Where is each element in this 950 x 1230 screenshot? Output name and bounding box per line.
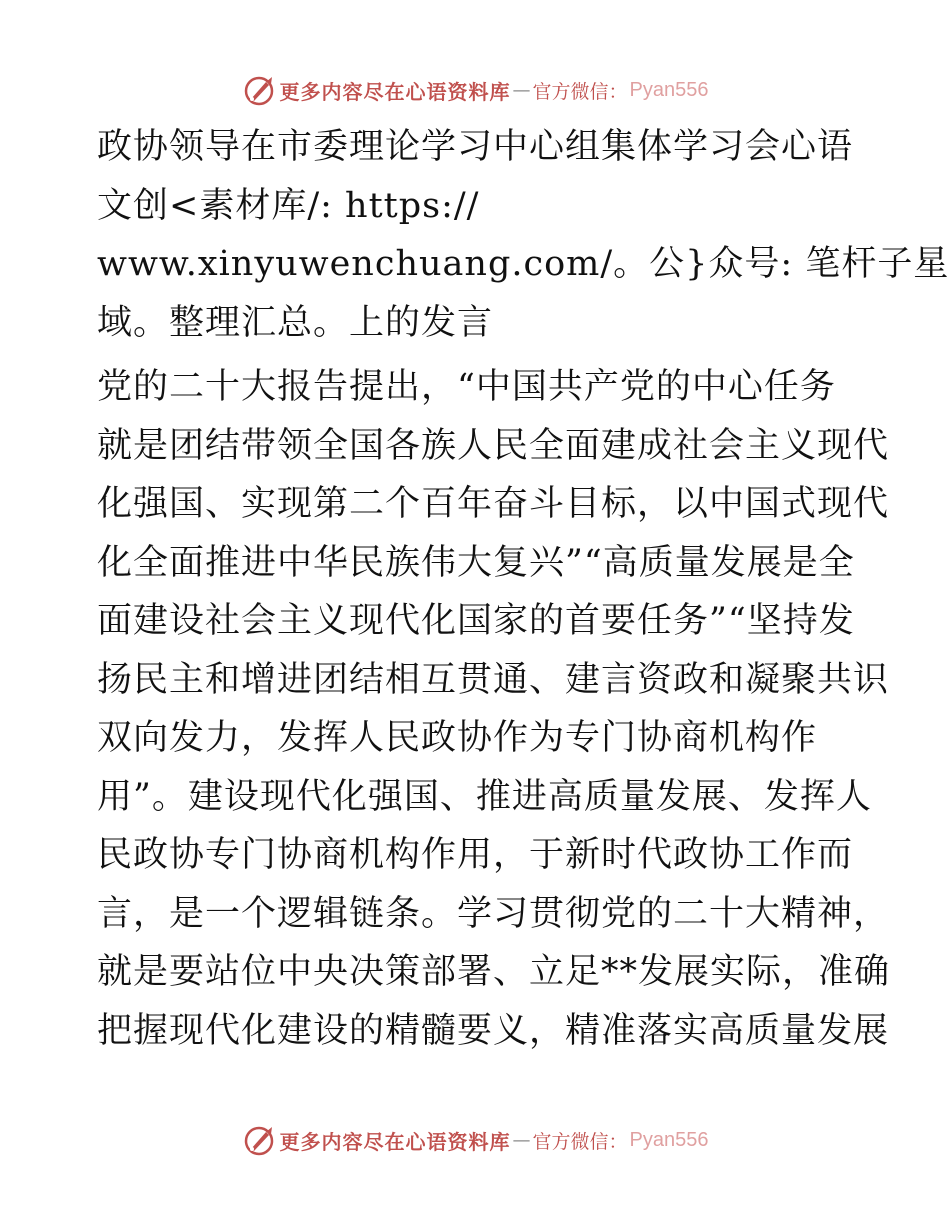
body-line: 民政协专门协商机构作用，于新时代政协工作而	[97, 835, 854, 875]
title-line: 政协领导在市委理论学习中心组集体学习会心语	[97, 127, 854, 167]
header-wechat-id: Pyan556	[629, 78, 709, 101]
body-line: 化全面推进中华民族伟大复兴”“高质量发展是全	[97, 542, 855, 583]
document-title	[97, 118, 950, 352]
feather-pen-logo-icon	[242, 1123, 276, 1157]
title-line: 文创<素材库/: https://	[97, 185, 480, 226]
body-line: 就是团结带领全国各族人民全面建成社会主义现代	[97, 425, 890, 466]
footer-banner-dash: —	[512, 1129, 531, 1151]
body-line: 党的二十大报告提出，“中国共产党的中心任务	[97, 367, 836, 407]
header-banner-dash: —	[512, 79, 531, 101]
footer-banner-text: 更多内容尽在心语资料库	[279, 1129, 511, 1154]
body-line: 双向发力，发挥人民政协作为专门协商机构作	[97, 718, 818, 758]
body-line: 言，是一个逻辑链条。学习贯彻党的二十大精神，	[97, 893, 890, 934]
body-line: 化强国、实现第二个百年奋斗目标，以中国式现代	[97, 484, 890, 524]
header-banner	[0, 72, 950, 108]
header-banner-text: 更多内容尽在心语资料库	[279, 79, 511, 104]
footer-wechat-id: Pyan556	[629, 1128, 709, 1151]
document-content	[97, 118, 950, 1060]
header-wechat-label: 官方微信：	[532, 80, 628, 103]
body-line: 面建设社会主义现代化国家的首要任务”“坚持发	[97, 601, 855, 641]
body-line: 把握现代化建设的精髓要义，精准落实高质量发展	[97, 1010, 890, 1051]
document-body	[97, 358, 891, 1060]
title-line: www.xinyuwenchuang.com/。公}众号: 笔杆子星	[97, 244, 950, 284]
body-line: 用”。建设现代化强国、推进高质量发展、发挥人	[97, 776, 872, 817]
body-line: 扬民主和增进团结相互贯通、建言资政和凝聚共识	[97, 659, 890, 700]
footer-banner	[0, 1122, 950, 1158]
footer-wechat-label: 官方微信：	[532, 1130, 628, 1153]
body-line: 就是要站位中央决策部署、立足**发展实际，准确	[97, 952, 891, 992]
feather-pen-logo-icon	[242, 73, 276, 107]
title-line: 域。整理汇总。上的发言	[97, 302, 494, 343]
